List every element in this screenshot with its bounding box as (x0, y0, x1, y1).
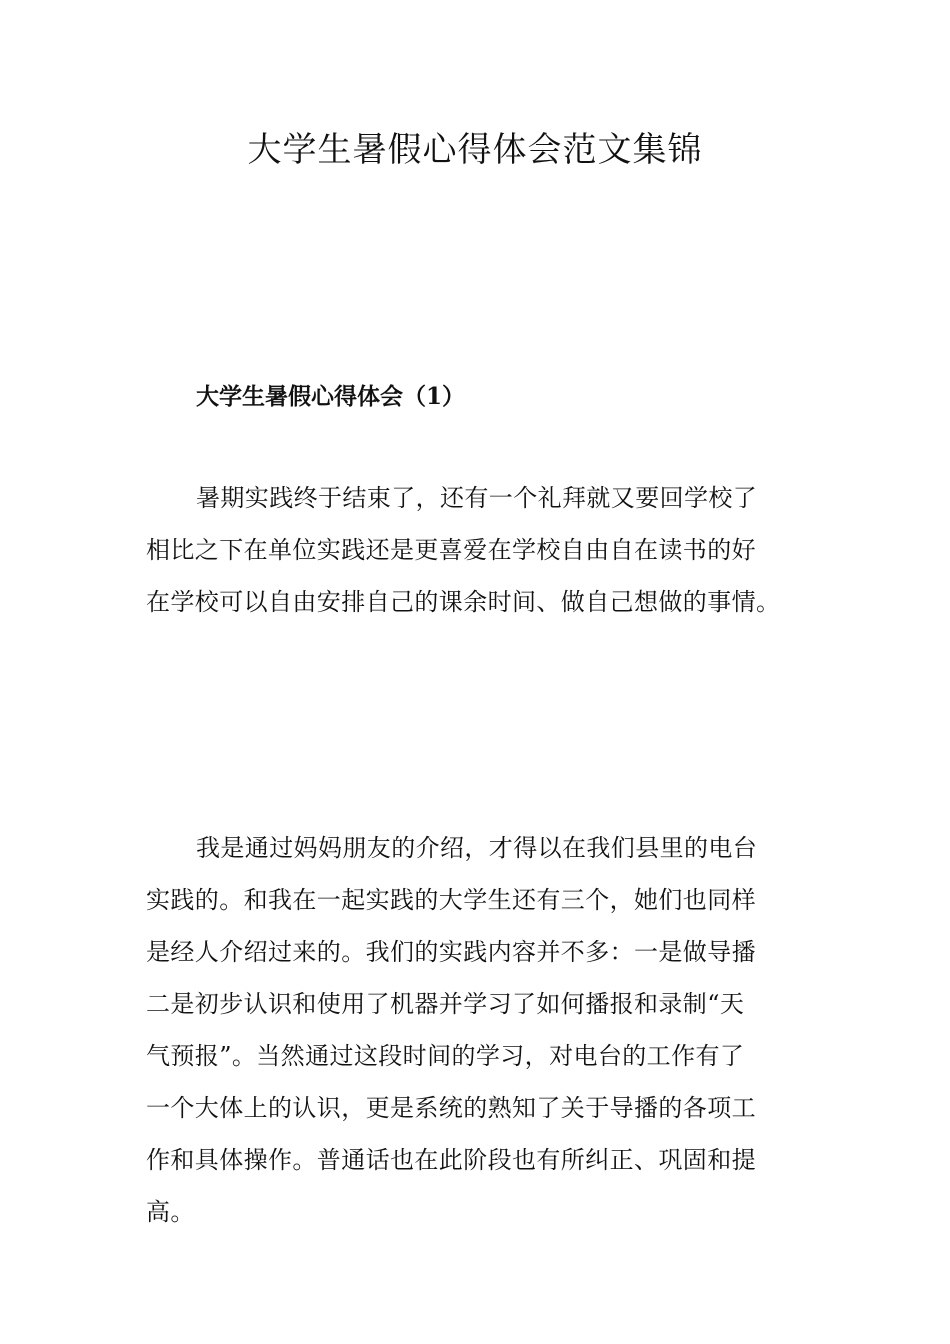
paragraph-line: 一个大体上的认识，更是系统的熟知了关于导播的各项工 (146, 1094, 756, 1122)
paragraph-line: 作和具体操作。普通话也在此阶段也有所纠正、巩固和提 (146, 1146, 756, 1174)
paragraph-line: 二是初步认识和使用了机器并学习了如何播报和录制“天 (146, 990, 745, 1018)
section-heading: 大学生暑假心得体会（1） (196, 383, 466, 410)
paragraph-line: 高。 (146, 1198, 195, 1226)
paragraph-line: 我是通过妈妈朋友的介绍，才得以在我们县里的电台 (196, 834, 758, 862)
document-title: 大学生暑假心得体会范文集锦 (247, 130, 703, 170)
paragraph-line: 是经人介绍过来的。我们的实践内容并不多：一是做导播 (146, 938, 756, 966)
paragraph-line: 暑期实践终于结束了，还有一个礼拜就又要回学校了 (196, 484, 758, 512)
paragraph-line: 在学校可以自由安排自己的课余时间、做自己想做的事情。 (146, 588, 781, 616)
paragraph-1 (146, 472, 816, 628)
paragraph-line: 相比之下在单位实践还是更喜爱在学校自由自在读书的好 (146, 536, 756, 564)
paragraph-2 (146, 822, 816, 1238)
paragraph-line: 实践的。和我在一起实践的大学生还有三个，她们也同样 (146, 886, 756, 914)
paragraph-line: 气预报”。当然通过这段时间的学习，对电台的工作有了 (146, 1042, 745, 1070)
